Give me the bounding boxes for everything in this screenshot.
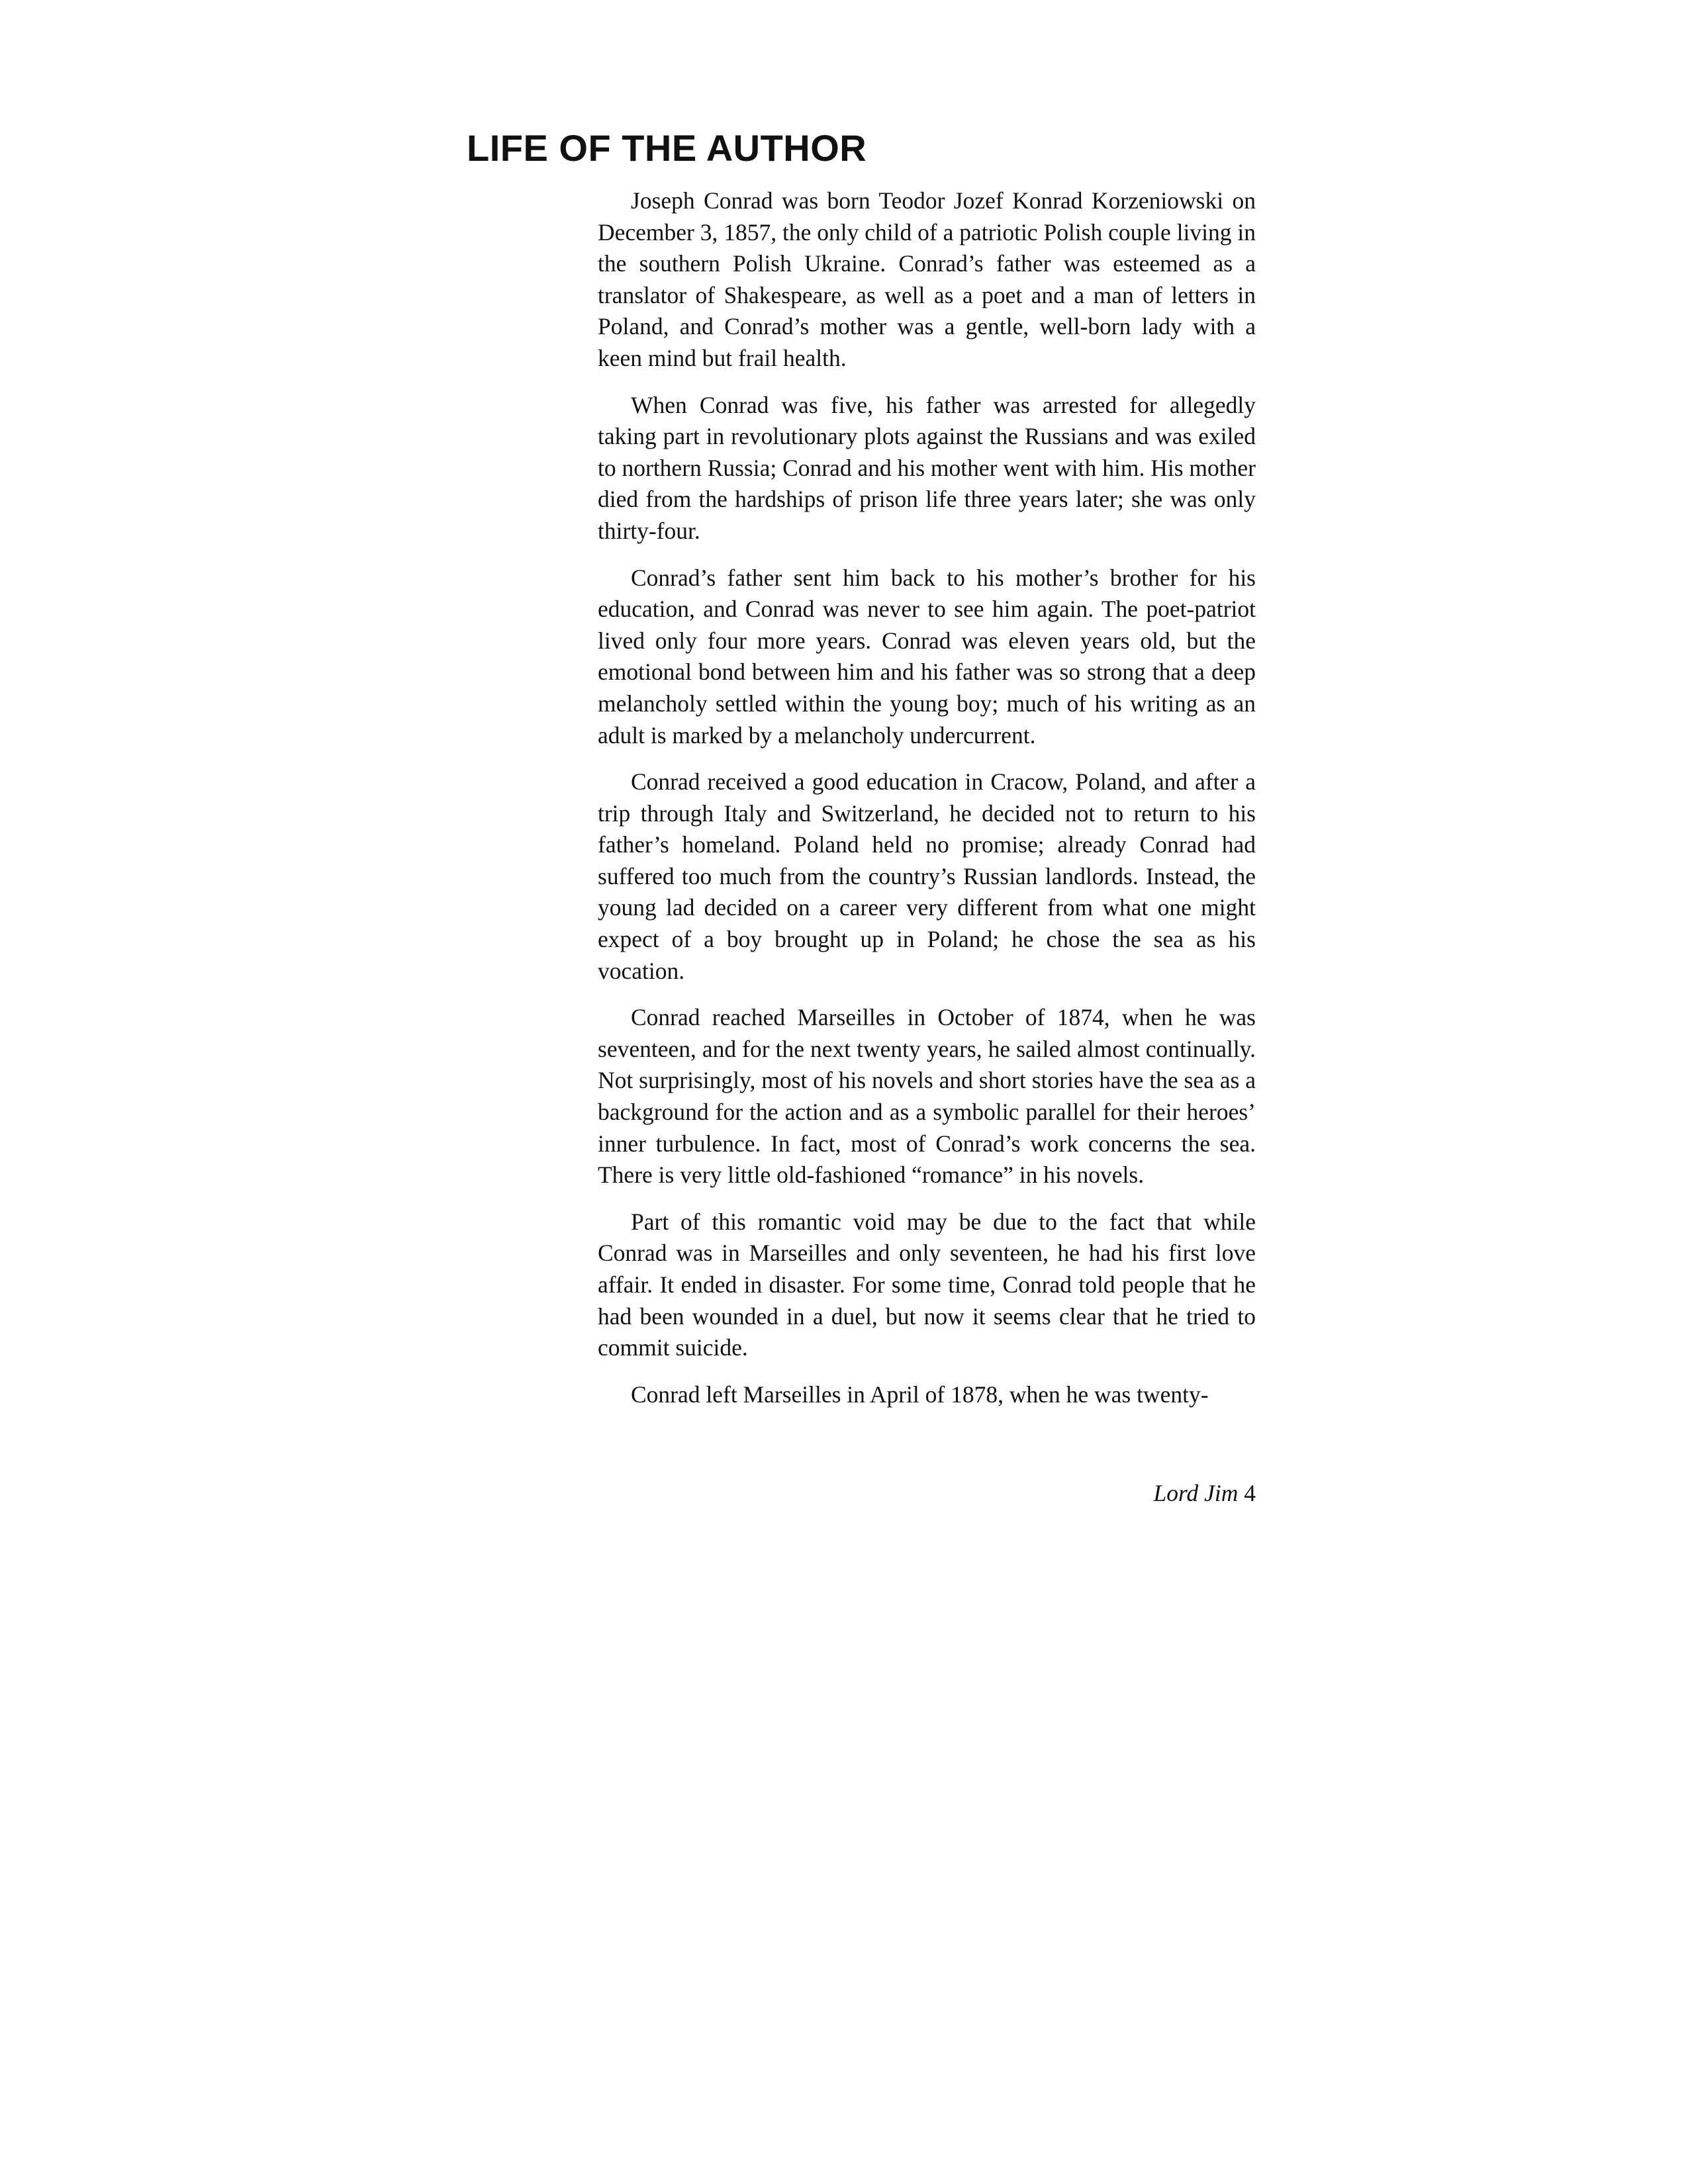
page-footer [993, 1477, 1256, 1509]
paragraph-exile: When Conrad was five, his father was arrested for allegedly taking part in revolutionary plots against the Russians and was exiled to northern Russia; Conrad and his mother went with him. His mother died from the hardships of prison life three years later; she was only thirty-four. [598, 391, 1256, 544]
body-text-column [598, 185, 1256, 1426]
footer-page-number: 4 [1244, 1480, 1256, 1506]
paragraph-career-choice: Conrad received a good education in Cracow, Poland, and after a trip through Italy and Switzerland, he decided not to return to his father’s homeland. Poland held no promise; already Conrad had suffered too much from the country’s Russian landlords. Instead, the young lad decided on a career very different from what one might expect of a boy brought up in Poland; he chose the sea as his vocation. [598, 768, 1256, 984]
paragraph-departure: Conrad left Marseilles in April of 1878, when he was twenty- [631, 1381, 1209, 1408]
paragraph-romantic-void: Part of this romantic void may be due to the fact that while Conrad was in Marseilles and only seventeen, he had his first love affair. It ended in disaster. For some time, Conrad told people that he had been wounded in a duel, but now it seems clear that he tried to commit suicide. [598, 1208, 1256, 1361]
paragraph-marseilles: Conrad reached Marseilles in October of 1874, when he was seventeen, and for the next twenty years, he sailed almost continually. Not surprisingly, most of his novels and short stories have the sea as a background for the action and as a symbolic parallel for their heroes’ inner turbulence. In fact, most of Conrad’s work concerns the sea. There is very little old-fashioned “romance” in his novels. [598, 1004, 1256, 1189]
paragraph-birth: Joseph Conrad was born Teodor Jozef Konrad Korzeniowski on December 3, 1857, the only child of a patriotic Polish couple living in the southern Polish Ukraine. Conrad’s father was esteemed as a translator of Shakespeare, as well as a poet and a man of letters in Poland, and Conrad’s mother was a gentle, well-born lady with a keen mind but frail health. [598, 187, 1256, 371]
footer-book-title: Lord Jim [1153, 1480, 1239, 1506]
page-title: LIFE OF THE AUTHOR [467, 127, 867, 169]
paragraph-education: Conrad’s father sent him back to his mother’s brother for his education, and Conrad was never to see him again. The poet-patriot lived only four more years. Conrad was eleven years old, but the emotional bond between him and his father was so strong that a deep melancholy settled within the young boy; much of his writing as an adult is marked by a melancholy undercurrent. [598, 564, 1256, 749]
